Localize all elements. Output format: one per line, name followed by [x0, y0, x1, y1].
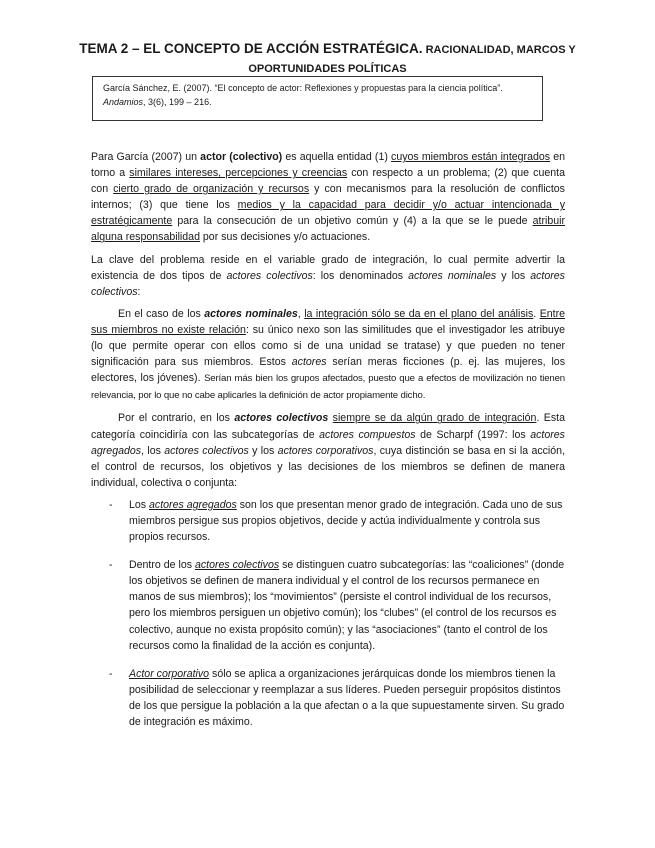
reference-box	[92, 76, 543, 121]
paragraph-definition	[91, 149, 565, 246]
text: son los que presentan menor grado de integración. Cada uno de sus miembros persigue sus propios objetivos, decide y actúa individualmente y controla sus propios recursos.	[129, 498, 563, 544]
text: Dentro de los	[129, 559, 195, 572]
text: de Scharpf (1997: los	[415, 428, 531, 441]
text: por sus decisiones y/o actuaciones.	[199, 231, 371, 244]
text: y con mecanismos para la resolución de conflictos internos; (3) que tiene los	[91, 183, 565, 212]
title-main: TEMA 2 – EL CONCEPTO DE ACCIÓN ESTRATÉGICA.	[79, 41, 423, 56]
underlined-italic-term: Actor corporativo	[129, 667, 210, 680]
text: , los	[141, 444, 165, 457]
text: serían meras ficciones (p. ej. las mujeres, los electores, los jóvenes).	[91, 356, 565, 385]
underlined-italic-term: actores agregados	[149, 498, 237, 511]
title-sub-1: RACIONALIDAD, MARCOS Y	[422, 44, 576, 56]
underlined-text: atribuir alguna responsabilidad	[91, 215, 565, 244]
bold-italic-term: actores colectivos	[234, 412, 329, 425]
reference-title: “El concepto de actor: Reflexiones y propuestas para la ciencia política”.	[214, 83, 503, 93]
text: ,	[297, 307, 305, 320]
text: . Esta categoría coincidiría con las subcategorías de	[91, 412, 565, 441]
actor-types-list	[91, 497, 565, 730]
underlined-text: cierto grado de organización y recursos	[113, 183, 310, 196]
dash-bullet: -	[109, 667, 113, 680]
underlined-text: cuyos miembros están integrados	[391, 151, 551, 163]
text: con respecto a un problema; (2) que cuenta con	[91, 167, 565, 196]
underlined-text: siempre se da algún grado de integración	[332, 412, 537, 425]
dash-bullet: -	[109, 498, 113, 511]
underlined-text: la integración sólo se da en el plano del análisis	[304, 307, 534, 320]
title-sub-2: OPORTUNIDADES POLÍTICAS	[248, 63, 407, 75]
text: sólo se aplica a organizaciones jerárquicas donde los miembros tienen la posibilidad de seleccionar y reemplazar a sus líderes. Pueden perseguir propósitos distintos de los que persigue la población a la que afectan o a la que supuestamente sirven. Su grado de integración es máximo.	[129, 667, 565, 728]
italic-term: actores	[291, 356, 327, 369]
text: En el caso de los	[118, 307, 205, 320]
condensed-text: Serían más bien los grupos afectados, puesto que a efectos de movilización no tienen relevancia, por lo que no cabe aplicarles la definición de actor propiamente dicho.	[91, 373, 565, 402]
text: es aquella entidad (1)	[282, 151, 392, 163]
text: Por el contrario, en los	[118, 412, 235, 425]
text: La clave del problema reside en el variable grado de integración, lo cual permite advertir la existencia de dos tipos de	[91, 253, 565, 282]
list-item-collective-actors	[91, 557, 565, 654]
text: y los	[496, 269, 531, 282]
underlined-italic-term: actores colectivos	[194, 559, 280, 572]
underlined-text: similares intereses, percepciones y creencias	[129, 167, 348, 180]
document-body	[91, 149, 565, 742]
text: y los	[248, 444, 278, 457]
paragraph-collective-actors	[91, 410, 565, 490]
text: en torno a	[91, 151, 565, 180]
text: Para García (2007) un	[91, 151, 201, 163]
italic-term: actores nominales	[408, 269, 497, 282]
reference-authors: García Sánchez, E. (2007).	[103, 83, 215, 93]
underlined-text: medios y la capacidad para decidir y/o actuar intencionada y estratégicamente	[91, 199, 565, 228]
underlined-text: Entre sus miembros no existe relación	[91, 307, 566, 336]
text: : su único nexo son las similitudes que el investigador les atribuye (lo que permite operar con ellos como si de una unidad se tratase) y que pueden no tener significación para sus miembros. Estos	[91, 323, 566, 369]
text: , cuya distinción se basa en si la acción, el control de recursos, los objetivos y las decisiones de los miembros se definen de manera individual, colectiva o conjunta:	[91, 444, 566, 489]
text: .	[533, 307, 540, 320]
term-actor: actor	[200, 151, 227, 163]
list-item-corporate-actor	[91, 666, 565, 730]
dash-bullet: -	[109, 559, 113, 572]
paragraph-integration	[91, 252, 565, 300]
list-item-aggregated-actors	[91, 497, 565, 545]
text: : los denominados	[312, 269, 409, 282]
text: :	[137, 285, 141, 298]
reference-journal: Andamios	[103, 97, 144, 107]
text: Los	[129, 498, 150, 511]
text: para la consecución de un objetivo común y (4) a la que se le puede	[172, 215, 533, 228]
bold-italic-term: actores nominales	[204, 307, 298, 320]
page-title	[60, 40, 595, 78]
text: se distinguen cuatro subcategorías: las “coaliciones” (donde los objetivos se definen de manera individual y el control de los recursos permanece en manos de sus miembros); los “movimientos” (persiste el control individual de los recursos, pero los miembros persiguen un objetivo común); los “clubes” (el control de los recursos es colectivo, aunque no exista propósito común); y las “asociaciones” (tanto el control de los recursos como la finalidad de la acción es conjunta).	[129, 559, 565, 652]
reference-details: , 3(6), 199 – 216.	[143, 97, 212, 107]
italic-term: actores colectivos	[91, 269, 565, 298]
italic-term: actores colectivos	[226, 269, 313, 282]
italic-term: actores corporativos	[277, 444, 374, 457]
italic-term: actores agregados	[91, 428, 565, 457]
italic-term: actores colectivos	[164, 444, 249, 457]
italic-term: actores compuestos	[319, 428, 416, 441]
term-colectivo: (colectivo)	[229, 151, 283, 163]
paragraph-nominal-actors	[91, 306, 565, 405]
